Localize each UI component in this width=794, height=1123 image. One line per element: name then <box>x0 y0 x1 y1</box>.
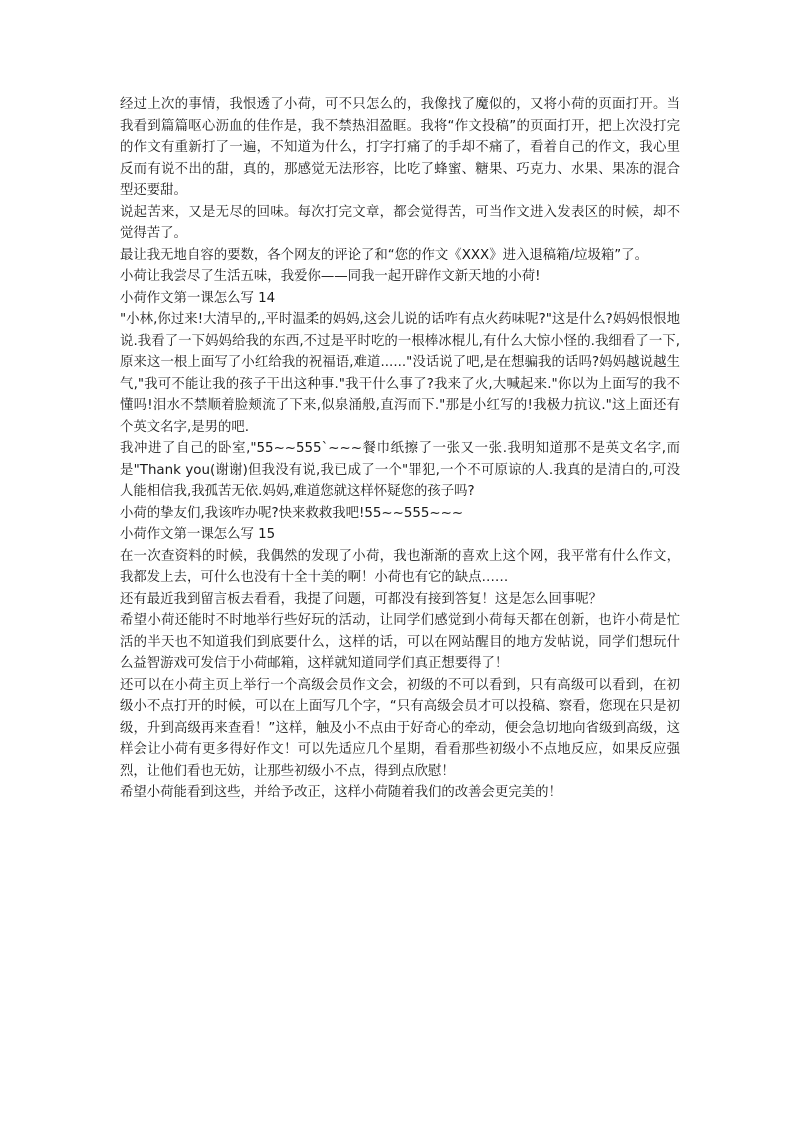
paragraph-4: 小荷让我尝尽了生活五味，我爱你——同我一起开辟作文新天地的小荷! <box>120 269 541 284</box>
document-body <box>120 94 680 804</box>
paragraph-1: 经过上次的事情，我恨透了小荷，可不只怎么的，我像找了魔似的，又将小荷的页面打开。当我看到篇篇呕心沥血的佳作是，我不禁热泪盈眶。我将“作文投稿”的页面打开，把上次没打完的作文有重新打了一遍，不知道为什么，打字打痛了的手却不痛了，看着自己的作文，我心里反而有说不出的甜，真的，那感觉无法形容，比吃了蜂蜜、糖果、巧克力、水果、果冻的混合型还要甜。 <box>120 97 680 198</box>
paragraph-12: 希望小荷能看到这些，并给予改正，这样小荷随着我们的改善会更完美的！ <box>120 785 562 800</box>
paragraph-3: 最让我无地自容的要数，各个网友的评论了和“您的作文《XXX》进入退稿箱/垃圾箱”了。 <box>120 247 648 263</box>
paragraph-6: 我冲进了自己的卧室,"55~~555`~~~餐巾纸擦了一张又一张.我明知道那不是英文名字,而是"Thank you(谢谢)但我没有说,我已成了一个"罪犯,一个不可原谅的人.我真的是清白的,可没人能相信我,我孤苦无依.妈妈,难道您就这样怀疑您的孩子吗? <box>120 441 680 499</box>
paragraph-7: 小荷的挚友们,我该咋办呢?快来救救我吧!55~~555~~~ <box>120 505 464 521</box>
paragraph-9: 还有最近我到留言板去看看，我提了问题，可都没有接到答复！这是怎么回事呢？ <box>120 591 603 607</box>
section-heading-14: 小荷作文第一课怎么写 14 <box>120 290 276 306</box>
paragraph-8: 在一次查资料的时候，我偶然的发现了小荷，我也渐渐的喜欢上这个网，我平常有什么作文，我都发上去，可什么也没有十全十美的啊！小荷也有它的缺点…… <box>120 548 680 585</box>
section-heading-15: 小荷作文第一课怎么写 15 <box>120 527 276 542</box>
paragraph-11: 还可以在小荷主页上举行一个高级会员作文会，初级的不可以看到，只有高级可以看到，在初级小不点打开的时候，可以在上面写几个字，“只有高级会员才可以投稿、察看，您现在只是初级，升到高级再来查看！”这样，触及小不点由于好奇心的牵动，便会急切地向省级到高级，这样会让小荷有更多得好作文！可以先适应几个星期，看看那些初级小不点地反应，如果反应强烈，让他们看也无妨，让那些初级小不点，得到点欣慰！ <box>120 677 680 779</box>
paragraph-2: 说起苦来，又是无尽的回味。每次打完文章，都会觉得苦，可当作文进入发表区的时候，却不觉得苦了。 <box>120 204 680 241</box>
paragraph-10: 希望小荷还能时不时地举行些好玩的活动，让同学们感觉到小荷每天都在创新，也许小荷是忙活的半天也不知道我们到底要什么，这样的话，可以在网站醒目的地方发帖说，同学们想玩什么益智游戏可发信于小荷邮箱，这样就知道同学们真正想要得了！ <box>120 613 680 671</box>
paragraph-5: "小林,你过来!大清早的,,平时温柔的妈妈,这会儿说的话咋有点火药味呢?"这是什么?妈妈恨恨地说.我看了一下妈妈给我的东西,不过是平时吃的一根棒冰棍儿,有什么大惊小怪的.我细看了一下,原来这一根上面写了小红给我的祝福语,难道......"没话说了吧,是在想骗我的话吗?妈妈越说越生气,"我可不能让我的孩子干出这种事."我干什么事了?我来了火,大喊起来."你以为上面写的我不懂吗!泪水不禁顺着脸颊流了下来,似泉涌般,直泻而下."那是小红写的!我极力抗议."这上面还有个英文名字,是男的吧. <box>120 312 680 435</box>
